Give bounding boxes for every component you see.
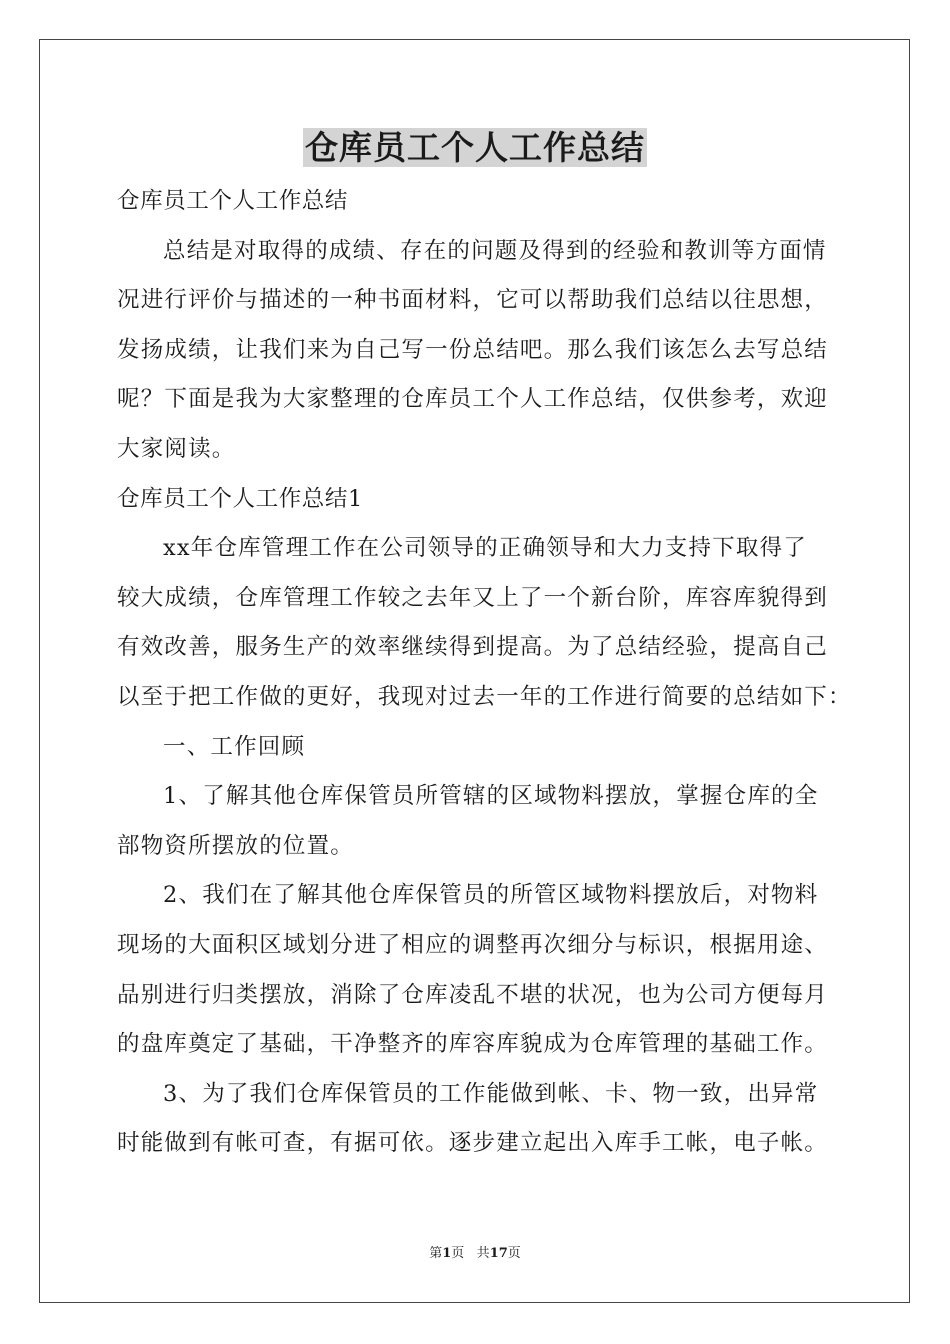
- intro-paragraph-line: 况进行评价与描述的一种书面材料，它可以帮助我们总结以往思想，: [117, 287, 829, 314]
- list-item-line: 时能做到有帐可查，有据可依。逐步建立起出入库手工帐，电子帐。: [117, 1130, 829, 1157]
- intro-paragraph-line: 发扬成绩，让我们来为自己写一份总结吧。那么我们该怎么去写总结: [117, 336, 829, 363]
- footer-page-number: 1: [442, 1246, 452, 1261]
- list-item-line: 1、了解其他仓库保管员所管辖的区域物料摆放，掌握仓库的全: [163, 783, 819, 810]
- intro-paragraph-line: 呢？下面是我为大家整理的仓库员工个人工作总结，仅供参考，欢迎: [117, 386, 829, 413]
- list-item-line: 的盘库奠定了基础，干净整齐的库容库貌成为仓库管理的基础工作。: [117, 1031, 829, 1058]
- footer-total-pages: 17: [489, 1246, 508, 1261]
- paragraph-line: 以至于把工作做的更好，我现对过去一年的工作进行简要的总结如下：: [117, 683, 852, 710]
- document-title-text: 仓库员工个人工作总结: [305, 128, 645, 167]
- paragraph-line: xx年仓库管理工作在公司领导的正确领导和大力支持下取得了: [163, 535, 807, 562]
- intro-paragraph-line: 总结是对取得的成绩、存在的问题及得到的经验和教训等方面情: [163, 237, 827, 264]
- footer-total-prefix: 共: [476, 1246, 490, 1261]
- list-item-line: 3、为了我们仓库保管员的工作能做到帐、卡、物一致，出异常: [163, 1080, 819, 1107]
- intro-paragraph-line: 大家阅读。: [117, 435, 236, 462]
- document-title: [0, 123, 950, 173]
- paragraph-line: 有效改善，服务生产的效率继续得到提高。为了总结经验，提高自己: [117, 634, 829, 661]
- paragraph-line: 较大成绩，仓库管理工作较之去年又上了一个新台阶，库容库貌得到: [117, 584, 829, 611]
- list-item-line: 品别进行归类摆放，消除了仓库凌乱不堪的状况，也为公司方便每月: [117, 981, 829, 1008]
- footer-total-suffix: 页: [507, 1246, 521, 1261]
- list-item-line: 部物资所摆放的位置。: [117, 832, 355, 859]
- footer-page-prefix: 第: [429, 1246, 443, 1261]
- subtitle-line: 仓库员工个人工作总结: [117, 188, 349, 214]
- list-item-line: 现场的大面积区域划分进了相应的调整再次细分与标识，根据用途、: [117, 931, 829, 958]
- page-footer: [0, 1245, 950, 1263]
- footer-page-suffix: 页: [451, 1246, 465, 1261]
- section-heading: 仓库员工个人工作总结1: [117, 485, 363, 512]
- list-item-line: 2、我们在了解其他仓库保管员的所管区域物料摆放后，对物料: [163, 882, 819, 909]
- document-body: [117, 177, 852, 1169]
- subsection-heading: 一、工作回顾: [163, 733, 306, 760]
